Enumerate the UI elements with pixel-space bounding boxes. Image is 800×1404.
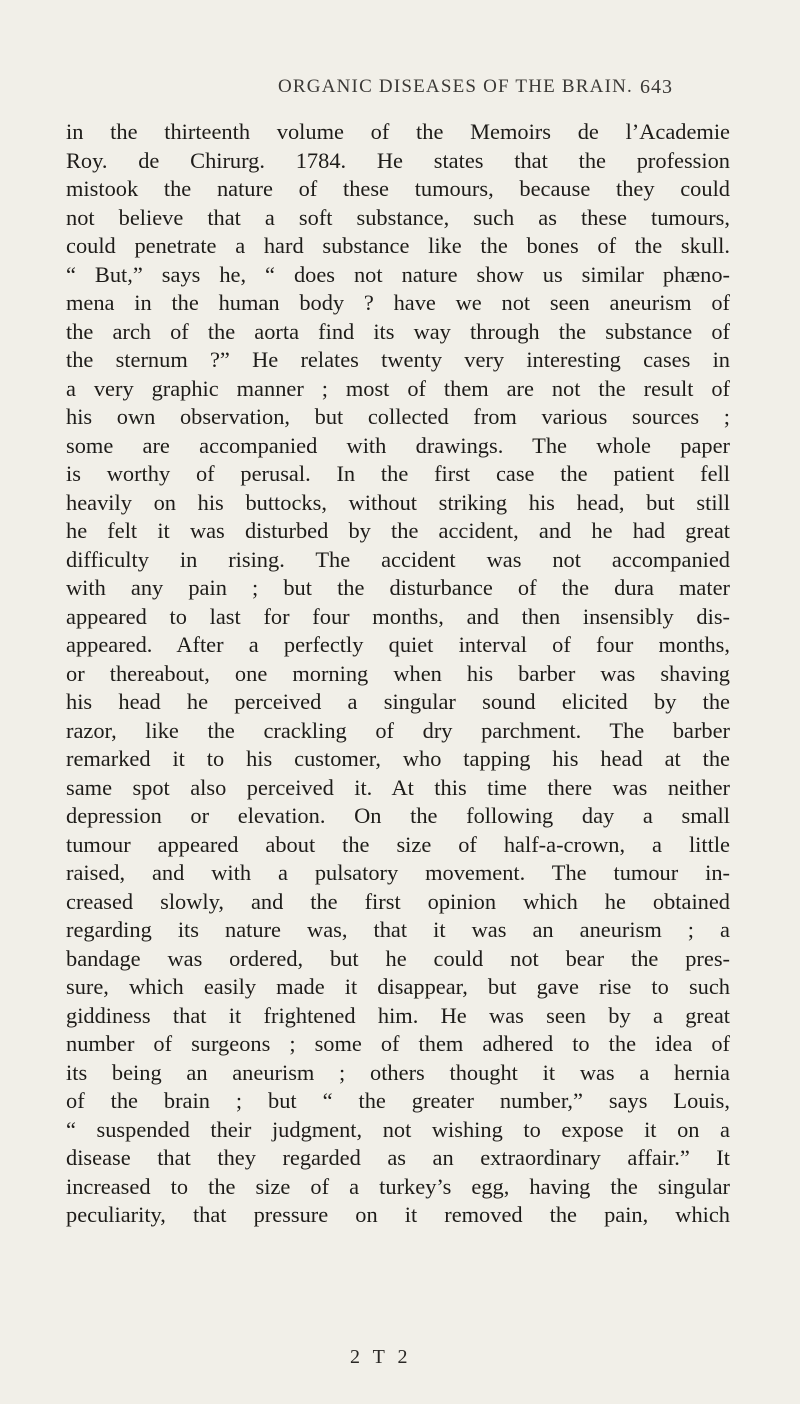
text-line: or thereabout, one morning when his barber was shaving — [66, 660, 730, 686]
text-line: same spot also perceived it. At this time there was neither — [66, 774, 730, 800]
text-line: mena in the human body ? have we not seen aneurism of — [66, 290, 730, 315]
text-line: his head he perceived a singular sound elicited by the — [66, 689, 730, 714]
body-text — [66, 118, 730, 1230]
text-line: his own observation, but collected from various sources ; — [66, 404, 730, 429]
text-line: could penetrate a hard substance like the bones of the skull. — [66, 233, 730, 258]
signature-mark: 2 T 2 — [350, 1346, 412, 1368]
text-line: sure, which easily made it disappear, but gave rise to such — [66, 974, 730, 999]
text-line: with any pain ; but the disturbance of the dura mater — [66, 575, 730, 600]
text-line: some are accompanied with drawings. The whole paper — [66, 432, 730, 458]
text-line: peculiarity, that pressure on it removed the pain, which — [66, 1202, 730, 1227]
text-line: creased slowly, and the first opinion which he obtained — [66, 888, 730, 914]
text-line: remarked it to his customer, who tapping his head at the — [66, 746, 730, 771]
text-line: disease that they regarded as an extraordinary affair.” It — [66, 1145, 730, 1170]
text-line: increased to the size of a turkey’s egg, having the singular — [66, 1173, 730, 1199]
text-line: raised, and with a pulsatory movement. The tumour in- — [66, 860, 730, 885]
text-line: razor, like the crackling of dry parchment. The barber — [66, 717, 730, 743]
page-number: 643 — [640, 76, 673, 98]
text-line: “ But,” says he, “ does not nature show us similar phæno- — [66, 261, 730, 287]
text-line: is worthy of perusal. In the first case the patient fell — [66, 461, 730, 486]
text-line: difficulty in rising. The accident was not accompanied — [66, 546, 730, 572]
text-line: not believe that a soft substance, such as these tumours, — [66, 204, 730, 230]
text-line: appeared. After a perfectly quiet interval of four months, — [66, 632, 730, 657]
text-line: mistook the nature of these tumours, because they could — [66, 176, 730, 201]
text-line: its being an aneurism ; others thought it was a hernia — [66, 1059, 730, 1085]
text-line: giddiness that it frightened him. He was seen by a great — [66, 1002, 730, 1028]
running-title: ORGANIC DISEASES OF THE BRAIN. — [278, 76, 633, 97]
text-line: the sternum ?” He relates twenty very interesting cases in — [66, 347, 730, 372]
text-line: tumour appeared about the size of half-a-crown, a little — [66, 831, 730, 857]
text-line: regarding its nature was, that it was an aneurism ; a — [66, 917, 730, 942]
running-head — [0, 76, 800, 102]
text-line: heavily on his buttocks, without striking his head, but still — [66, 489, 730, 515]
text-line: Roy. de Chirurg. 1784. He states that the profession — [66, 147, 730, 173]
text-line: in the thirteenth volume of the Memoirs de l’Academie — [66, 119, 730, 144]
text-line: depression or elevation. On the following day a small — [66, 803, 730, 828]
text-line: he felt it was disturbed by the accident, and he had great — [66, 518, 730, 543]
text-line: the arch of the aorta find its way through the substance of — [66, 318, 730, 344]
text-line: of the brain ; but “ the greater number,” says Louis, — [66, 1088, 730, 1113]
text-line: number of surgeons ; some of them adhered to the idea of — [66, 1031, 730, 1056]
text-line: “ suspended their judgment, not wishing to expose it on a — [66, 1116, 730, 1142]
text-line: a very graphic manner ; most of them are not the result of — [66, 375, 730, 401]
text-line: bandage was ordered, but he could not bear the pres- — [66, 945, 730, 971]
text-line: appeared to last for four months, and then insensibly dis- — [66, 603, 730, 629]
